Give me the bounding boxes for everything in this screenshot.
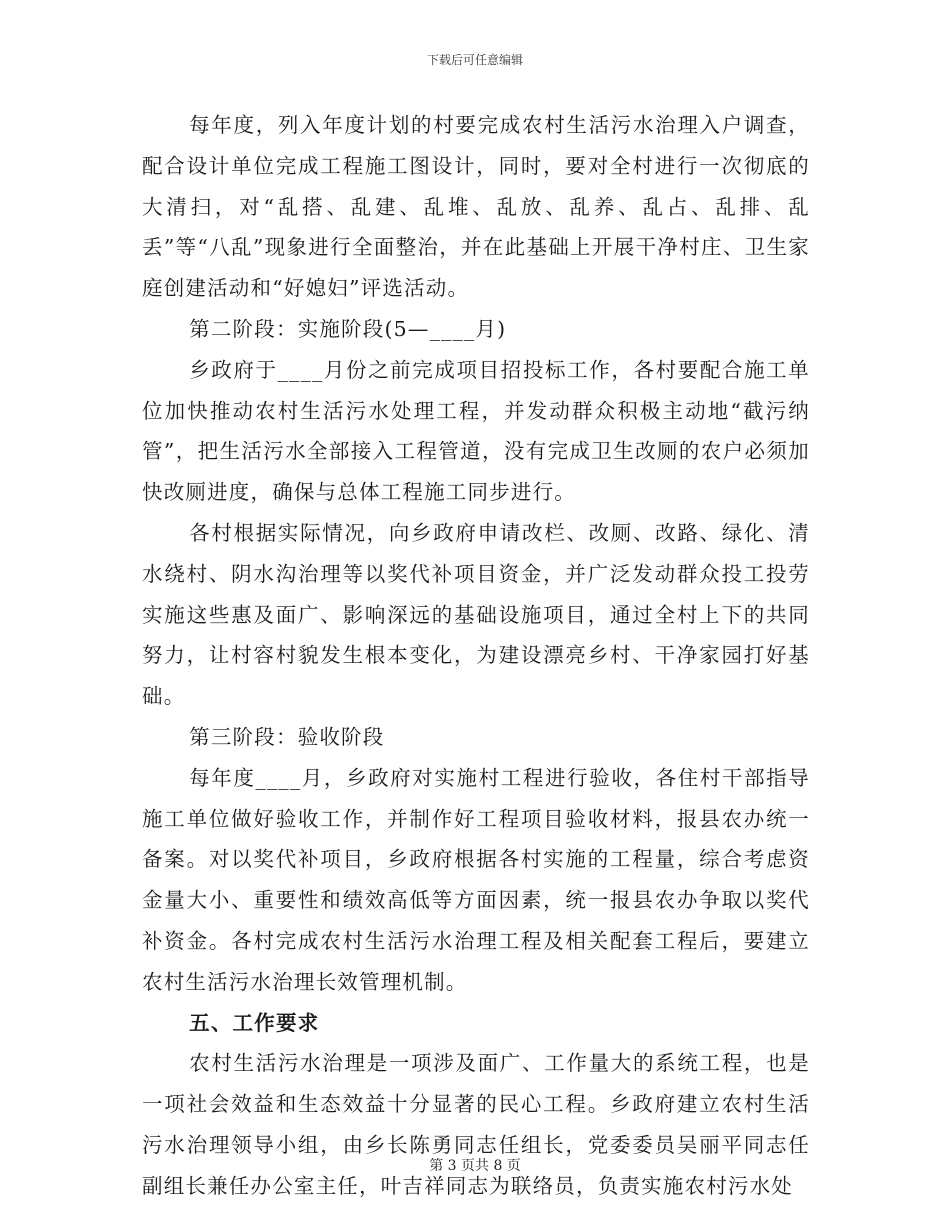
page-number: 第 3 页共 8 页	[429, 1158, 521, 1174]
page-header: 下载后可任意编辑	[426, 53, 523, 67]
paragraph-preparation: 每年度，列入年度计划的村要完成农村生活污水治理入户调查，配合设计单位完成工程施工图设计，同时，要对全村进行一次彻底的大清扫，对“乱搭、乱建、乱堆、乱放、乱养、乱占、乱排、乱丢”等“八乱”现象进行全面整治，并在此基础上开展干净村庄、卫生家庭创建活动和“好媳妇”评选活动。	[142, 113, 810, 301]
section-heading-work-requirements: 五、工作要求	[189, 1010, 320, 1035]
document-body	[142, 105, 810, 1207]
paragraph-bidding: 乡政府于____月份之前完成项目招投标工作，各村要配合施工单位加快推动农村生活污水处理工程，并发动群众积极主动地“截污纳管”，把生活污水全部接入工程管道，没有完成卫生改厕的农户必须加快改厕进度，确保与总体工程施工同步进行。	[142, 357, 810, 505]
stage-two-title: 第二阶段：实施阶段(5—____月)	[189, 316, 507, 341]
stage-three-title: 第三阶段：验收阶段	[189, 724, 385, 749]
paragraph-acceptance: 每年度____月，乡政府对实施村工程进行验收，各住村干部指导施工单位做好验收工作，并制作好工程项目验收材料，报县农办统一备案。对以奖代补项目，乡政府根据各村实施的工程量，综合考虑资金量大小、重要性和绩效高低等方面因素，统一报县农办争取以奖代补资金。各村完成农村生活污水治理工程及相关配套工程后，要建立农村生活污水治理长效管理机制。	[142, 765, 810, 994]
paragraph-subsidy-projects: 各村根据实际情况，向乡政府申请改栏、改厕、改路、绿化、清水绕村、阴水沟治理等以奖代补项目资金，并广泛发动群众投工投劳实施这些惠及面广、影响深远的基础设施项目，通过全村上下的共同努力，让村容村貌发生根本变化，为建设漂亮乡村、干净家园打好基础。	[142, 520, 810, 709]
paragraph-work-requirements: 农村生活污水治理是一项涉及面广、工作量大的系统工程，也是一项社会效益和生态效益十分显著的民心工程。乡政府建立农村生活污水治理领导小组，由乡长陈勇同志任组长，党委委员吴丽平同志任副组长兼任办公室主任，叶吉祥同志为联络员，负责实施农村污水处	[142, 1051, 810, 1198]
